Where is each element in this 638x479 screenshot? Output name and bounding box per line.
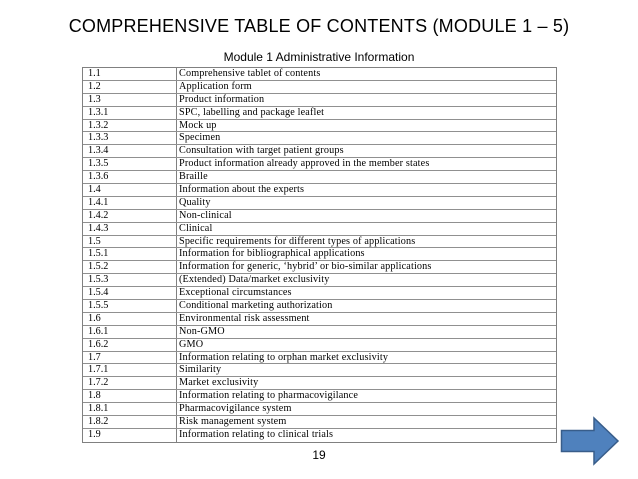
toc-table: [82, 67, 557, 443]
section-number: 1.3.3: [88, 132, 109, 144]
table-row: [83, 184, 556, 197]
table-row: [83, 352, 556, 365]
section-number: 1.4: [88, 184, 101, 196]
section-number: 1.6: [88, 312, 101, 324]
section-number: 1.8: [88, 390, 101, 402]
section-title: Pharmacovigilance system: [179, 403, 292, 415]
section-number: 1.3.4: [88, 145, 109, 157]
section-number: 1.8.2: [88, 416, 109, 428]
section-title: GMO: [179, 338, 204, 350]
section-title: Information about the experts: [179, 184, 305, 196]
section-number: 1.7: [88, 351, 101, 363]
table-row: [83, 364, 556, 377]
section-title: Similarity: [179, 364, 222, 376]
section-number: 1.7.1: [88, 364, 109, 376]
section-number: 1.3.2: [88, 119, 109, 131]
table-row: [83, 81, 556, 94]
table-row: [83, 223, 556, 236]
table-row: [83, 236, 556, 249]
section-title: Information relating to orphan market exclusivity: [179, 351, 389, 363]
section-title: Clinical: [179, 222, 213, 234]
section-title: Conditional marketing authorization: [179, 300, 333, 312]
table-row: [83, 287, 556, 300]
section-number: 1.2: [88, 80, 101, 92]
table-row: [83, 107, 556, 120]
section-number: 1.8.1: [88, 403, 109, 415]
section-title: Risk management system: [179, 416, 287, 428]
table-row: [83, 326, 556, 339]
section-title: SPC, labelling and package leaflet: [179, 106, 325, 118]
table-row: [83, 132, 556, 145]
section-title: Mock up: [179, 119, 217, 131]
section-title: Product information: [179, 93, 265, 105]
section-title: Consultation with target patient groups: [179, 145, 344, 157]
section-title: Non-clinical: [179, 209, 232, 221]
module-subtitle: Module 1 Administrative Information: [223, 50, 415, 64]
section-title: Information relating to pharmacovigilance: [179, 390, 358, 402]
table-row: [83, 68, 556, 81]
table-row: [83, 94, 556, 107]
right-arrow-icon: [560, 416, 620, 466]
section-number: 1.6.2: [88, 338, 109, 350]
table-row: [83, 313, 556, 326]
section-number: 1.3.6: [88, 171, 109, 183]
table-row: [83, 261, 556, 274]
section-number: 1.1: [88, 68, 101, 79]
section-number: 1.9: [88, 428, 101, 440]
table-row: [83, 416, 556, 429]
section-title: (Extended) Data/market exclusivity: [179, 274, 330, 286]
section-title: Non-GMO: [179, 325, 225, 337]
section-title: Product information already approved in the member states: [179, 158, 430, 170]
section-title: Market exclusivity: [179, 377, 259, 389]
section-number: 1.4.1: [88, 196, 109, 208]
section-number: 1.6.1: [88, 325, 109, 337]
section-number: 1.5.1: [88, 248, 109, 260]
section-title: Exceptional circumstances: [179, 287, 292, 299]
table-row: [83, 403, 556, 416]
table-row: [83, 210, 556, 223]
section-title: Specimen: [179, 132, 221, 144]
section-title: Information for generic, ‘hybrid’ or bio-similar applications: [179, 261, 432, 273]
section-title: Application form: [179, 80, 252, 92]
table-row: [83, 390, 556, 403]
section-title: Information for bibliographical applications: [179, 248, 365, 260]
table-row: [83, 274, 556, 287]
table-row: [83, 145, 556, 158]
table-row: [83, 120, 556, 133]
section-number: 1.3.1: [88, 106, 109, 118]
section-number: 1.4.2: [88, 209, 109, 221]
section-title: Comprehensive tablet of contents: [179, 68, 321, 79]
table-row: [83, 248, 556, 261]
slide-title: COMPREHENSIVE TABLE OF CONTENTS (MODULE 1 – 5): [68, 16, 570, 36]
table-row: [83, 300, 556, 313]
section-number: 1.5.4: [88, 287, 109, 299]
page-number: 19: [312, 448, 326, 462]
table-row: [83, 429, 556, 442]
section-title: Information relating to clinical trials: [179, 428, 334, 440]
section-number: 1.5.3: [88, 274, 109, 286]
section-number: 1.3: [88, 93, 101, 105]
section-title: Specific requirements for different types of applications: [179, 235, 416, 247]
table-row: [83, 339, 556, 352]
table-row: [83, 158, 556, 171]
next-slide-button[interactable]: [560, 416, 620, 466]
section-number: 1.5: [88, 235, 101, 247]
section-number: 1.3.5: [88, 158, 109, 170]
section-number: 1.7.2: [88, 377, 109, 389]
section-number: 1.4.3: [88, 222, 109, 234]
section-title: Environmental risk assessment: [179, 312, 310, 324]
section-title: Quality: [179, 196, 211, 208]
table-row: [83, 171, 556, 184]
section-title: Braille: [179, 171, 208, 183]
section-number: 1.5.2: [88, 261, 109, 273]
section-number: 1.5.5: [88, 300, 109, 312]
table-row: [83, 197, 556, 210]
table-row: [83, 377, 556, 390]
